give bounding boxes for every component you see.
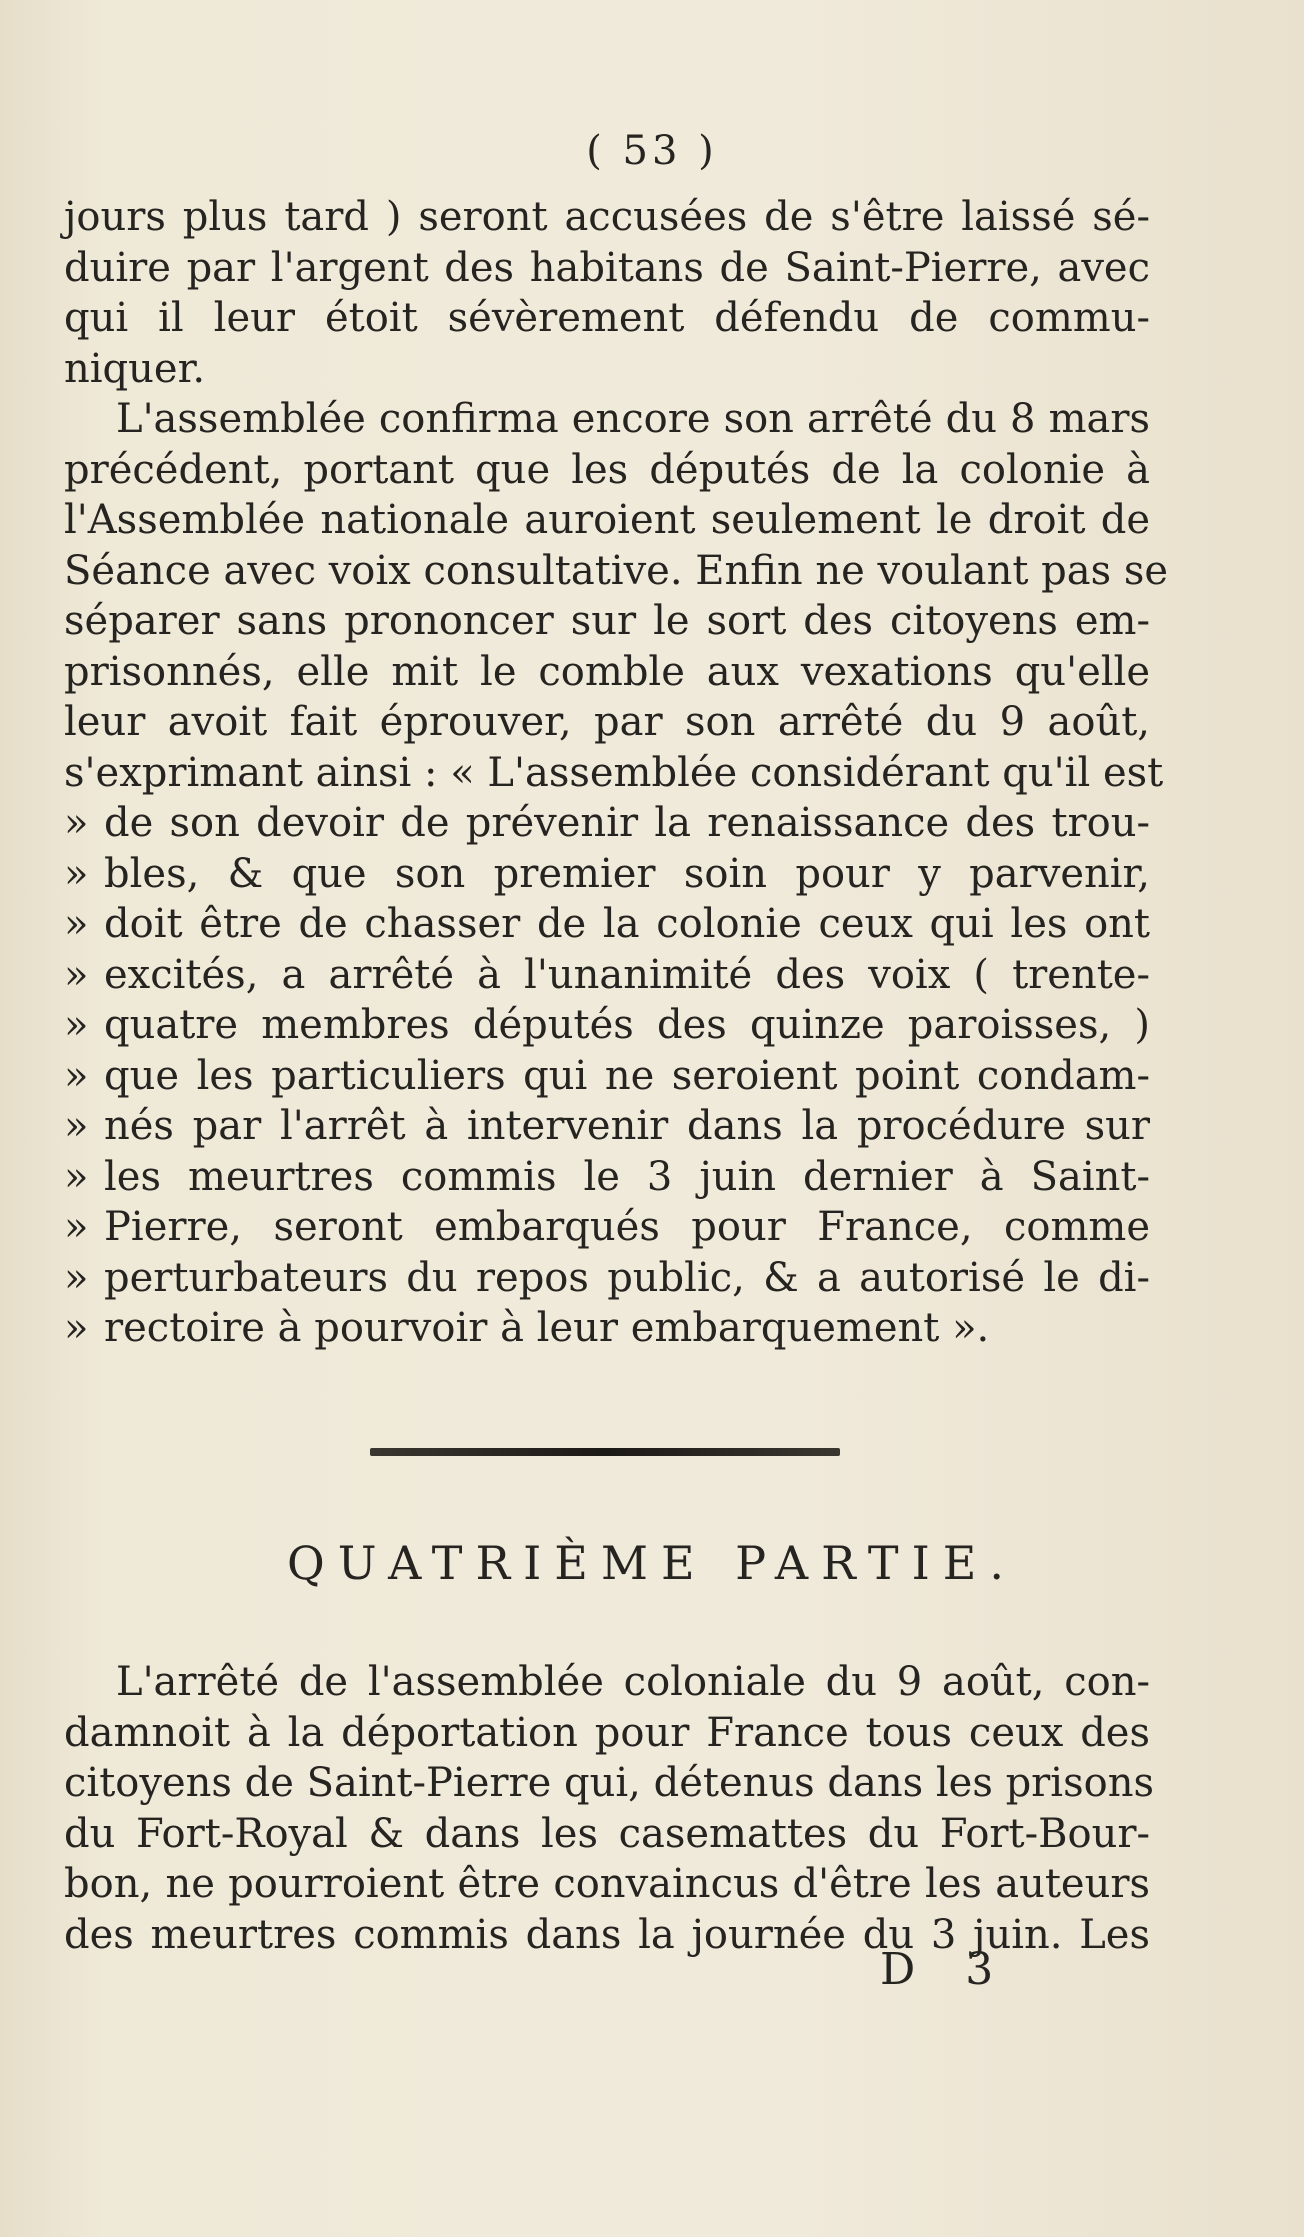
text-line: séparer sans prononcer sur le sort des citoyens em- [64,598,1150,644]
text-line: duire par l'argent des habitans de Saint-Pierre, avec [64,244,1150,291]
quote-text: rectoire à pourvoir à leur embarquement ». [104,1305,990,1351]
quote-line [64,798,1150,849]
guillemet: » [64,1254,89,1301]
guillemet: » [64,1002,89,1048]
quote-line [64,1152,1150,1203]
quote-text: Pierre, seront embarqués pour France, comme [104,1204,1150,1250]
guillemet: » [64,951,89,998]
page-number: ( 53 ) [586,128,718,174]
paragraph-1 [64,192,1150,394]
quote-text: que les particuliers qui ne seroient point condam- [104,1052,1150,1099]
text-line: l'Assemblée nationale auroient seulement le droit de [64,497,1150,543]
quote-text: bles, & que son premier soin pour y parvenir, [104,850,1150,897]
text-line: bon, ne pourroient être convaincus d'être les auteurs [64,1861,1150,1907]
section-title: QUATRIÈME PARTIE. [287,1536,1017,1590]
quote-text: quatre membres députés des quinze paroisses, ) [104,1002,1150,1048]
guillemet: » [64,901,89,947]
text-line: du Fort-Royal & dans les casemattes du Fort-Bour- [64,1810,1150,1857]
section-divider-rule [370,1448,840,1456]
quote-line [64,1303,1150,1354]
guillemet: » [64,1204,89,1250]
text-line: précédent, portant que les députés de la colonie à [64,446,1150,493]
quote-line [64,1000,1150,1051]
quote-text: les meurtres commis le 3 juin dernier à Saint- [104,1153,1150,1200]
text-line: Séance avec voix consultative. Enfin ne voulant pas se [64,547,1169,594]
quotation [64,798,1150,1354]
text-line: L'assemblée confirma encore son arrêté du 8 mars [116,396,1150,442]
quote-line [64,950,1150,1001]
quote-text: doit être de chasser de la colonie ceux qui les ont [104,901,1150,947]
quote-line [64,1051,1150,1102]
quote-text: de son devoir de prévenir la renaissance des trou- [104,800,1150,846]
text-line: L'arrêté de l'assemblée coloniale du 9 août, con- [116,1659,1150,1705]
signature-mark: D 3 [880,1944,1012,1995]
quote-line [64,1202,1150,1253]
quote-text: nés par l'arrêt à intervenir dans la procédure sur [104,1103,1150,1149]
guillemet: » [64,850,89,897]
quote-line [64,849,1150,900]
body-text-bottom [64,1657,1154,1960]
quote-text: perturbateurs du repos public, & a autorisé le di- [104,1254,1150,1301]
body-text-top [64,192,1169,1354]
quote-line [64,1253,1150,1304]
quote-text: excités, a arrêté à l'unanimité des voix ( trente- [104,951,1150,998]
guillemet: » [64,1305,89,1351]
text-line: prisonnés, elle mit le comble aux vexations qu'elle [64,648,1150,695]
guillemet: » [64,1153,89,1200]
text-line: niquer. [64,345,206,392]
text-line: s'exprimant ainsi : « L'assemblée considérant qu'il est [64,749,1164,796]
guillemet: » [64,1103,89,1149]
text-line: des meurtres commis dans la journée du 3 juin. Les [64,1911,1150,1958]
paragraph-2 [64,394,1169,798]
text-line: leur avoit fait éprouver, par son arrêté du 9 août, [64,699,1150,745]
paragraph-3 [64,1657,1154,1960]
text-line: citoyens de Saint-Pierre qui, détenus dans les prisons [64,1760,1154,1806]
text-line: damnoit à la déportation pour France tous ceux des [64,1709,1150,1756]
guillemet: » [64,1052,89,1099]
guillemet: » [64,800,89,846]
text-line: jours plus tard ) seront accusées de s'être laissé sé- [64,194,1150,240]
quote-line [64,899,1150,950]
text-line: qui il leur étoit sévèrement défendu de commu- [64,295,1150,341]
quote-line [64,1101,1150,1152]
